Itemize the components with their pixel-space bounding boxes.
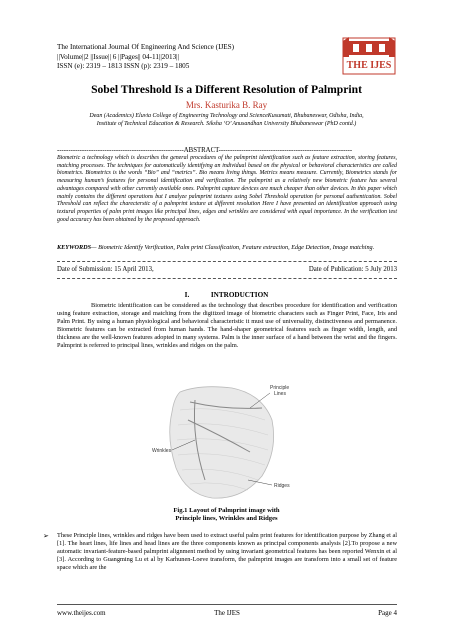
section-title: INTRODUCTION [210,291,269,299]
keywords [57,244,397,252]
label-wrinkles: Wrinkles [152,448,172,454]
caption-line-2: Principle lines, Wrinkles and Ridges [175,515,278,523]
journal-issn: ISSN (e): 2319 – 1813 ISSN (p): 2319 – 1805 [57,62,190,70]
logo-text: THE IJES [346,60,392,71]
divider [57,278,397,279]
label-lines: Lines [274,391,286,397]
keywords-label: KEYWORDS [57,244,92,251]
divider [57,261,397,262]
paper-title: Sobel Threshold Is a Different Resolution of Palmprint [91,83,362,96]
caption-line-1: Fig.1 Layout of Palmprint image with [173,507,280,514]
author-affiliation: Dean (Academics) Eluvia College of Engineering Technology and ScienceKusumati, Bhubaneswar, Odisha, India, Institute of Technical Education & Research. Siksha ‘O’ Anusandhan University Bhubaneswar (PhD contd.) [89,113,364,127]
label-ridges: Ridges [274,483,290,489]
intro-text: Biometric identification can be considered as the technology that describes procedure for identification and verification using feature extraction, storage and matching from the digitized image of biometric characters such as Finger Print, Face, Iris and Palm Print. By using a human physiological and behavioral characteristic it must use of universality, distinctiveness and permanence. Biometric features can be extracted from human hands. The hand-shaper geometrical features such as finger width, length, and thickness are the well-known features adopted in many systems. Palm is the inner surface of a hand between the wrist and the fingers. Palmprint is referred to principal lines, wrinkles and ridges on the palm. [57,302,397,349]
intro-paragraph [57,302,397,350]
paper-author: Mrs. Kasturika B. Ray [185,100,268,110]
footer-website: www.theijes.com [57,609,106,617]
footer-page: Page 4 [378,609,397,617]
journal-name: The International Journal Of Engineering And Science (IJES) [57,43,235,51]
dates-row [57,266,397,273]
section-heading [0,291,453,299]
figure-caption [0,507,453,524]
footer-journal: The IJES [214,609,240,617]
journal-header [57,43,234,72]
abstract-heading: --------------------------------------------------------ABSTRACT----------------------------------------------------------- [57,147,353,154]
bullet-arrow-icon: ➢ [43,532,49,540]
bullet-paragraph [43,532,397,572]
page-footer [57,604,397,617]
journal-logo [339,35,399,75]
bullet-text: These Principle lines, wrinkles and ridges have been used to extract useful palm print features for identification purpose by Zhang et al [1]. The heart lines, life lines and head lines are the three components known as principal components analysis [2].To propose a new automatic invariant-feature-based palmprint alignment method by using invariant geometrical features has been reported Wenxin et al [3]. According to Guangming Lu et al by Karhunen-Loeve transform, the palmprint images are transform into a small set of feature space which are the [57,532,397,571]
abstract-text: Biometric a technology which is describes the general procedures of the palmprint identification such as feature extraction, storing features, matching processes. The techniques for automatically identifying an individual based on the physical or behavioral characteristics are called biometrics. Biometrics is the words “Bio” and “metrics”. Bio means living things. Metrics means measure. Currently, Biometrics stands for measuring human’s features for personal identification and verification. The palmprint as a relatively new biometric feature has several advantages compared with other currently available ones. Palmprint capture devices are much cheaper than other devices. In this paper which mainly contains the different operations but I analyze palmprint textures using Sobel Threshold operation for personal authentication. Sobel Threshold can reflect the charecterstic of a palmprint texture at different resolution Here I have presented an identification approach using textural properties of palm print images like principal lines, edges and wrinkles are considered with equal importance. In the verification test good accuracy has been obtained by the proposed approach. [57,155,397,223]
label-principle: Principle [270,385,290,391]
journal-volume: ||Volume||2 ||Issue|| 6 ||Pages|| 04-11||2013|| [57,52,180,61]
keywords-text: — Biometric Identify Verification, Palm print Classification, Feature extraction, Edge Detection, Image matching. [91,244,375,251]
section-number: I. [184,291,190,299]
palmprint-figure [150,380,305,505]
date-submission: Date of Submission: 15 April 2013, [57,266,154,273]
date-publication: Date of Publication: 5 July 2013 [308,266,397,273]
